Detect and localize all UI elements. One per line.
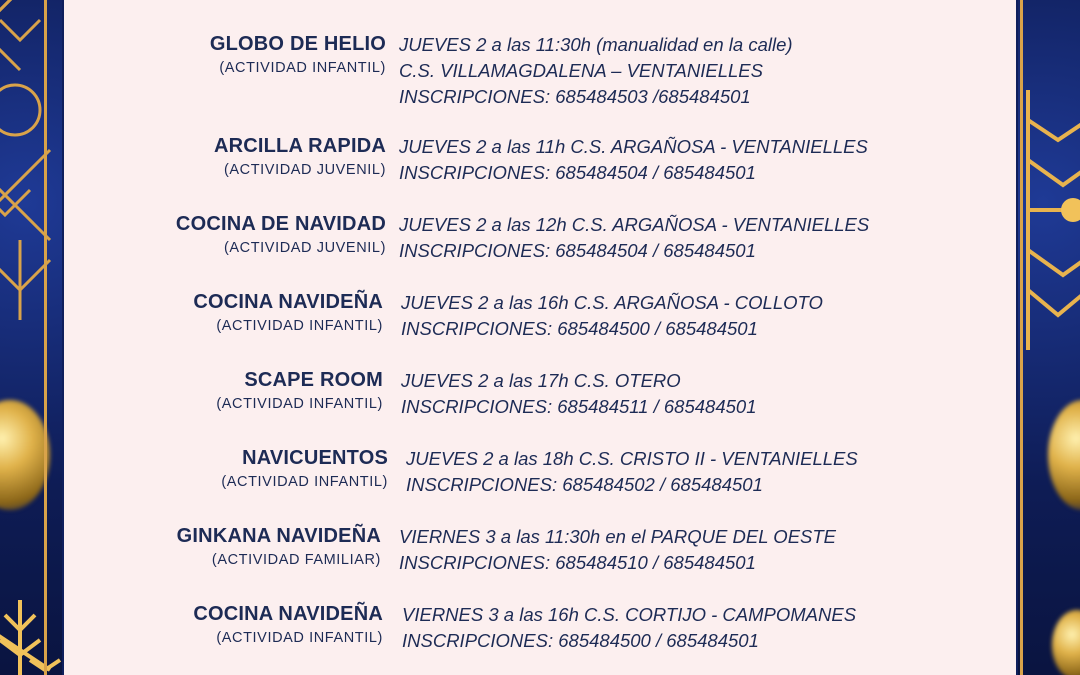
activity-date: VIERNES 3 a las 16h C.S. CORTIJO - CAMPOMANES <box>402 604 857 625</box>
activity-type: (ACTIVIDAD INFANTIL) <box>216 318 383 334</box>
activity-details <box>406 446 858 498</box>
activity-title <box>64 134 386 182</box>
left-decoration <box>0 0 62 675</box>
activity-date: JUEVES 2 a las 17h C.S. OTERO <box>401 370 681 391</box>
activity-details <box>401 368 757 420</box>
activity-date: JUEVES 2 a las 16h C.S. ARGAÑOSA - COLLOTO <box>401 292 823 313</box>
activity-title <box>64 446 388 494</box>
activity-name: ARCILLA RAPIDA <box>213 135 386 157</box>
activity-date: JUEVES 2 a las 11:30h (manualidad en la calle) <box>399 34 793 55</box>
activity-registration: INSCRIPCIONES: 685484504 / 685484501 <box>399 240 756 261</box>
activity-name: GLOBO DE HELIO <box>209 33 386 55</box>
activity-type: (ACTIVIDAD FAMILIAR) <box>211 552 381 568</box>
activity-date: VIERNES 3 a las 11:30h en el PARQUE DEL OESTE <box>399 526 837 547</box>
activity-title <box>64 602 383 650</box>
activity-details <box>399 524 836 576</box>
activity-type: (ACTIVIDAD JUVENIL) <box>223 240 386 256</box>
activity-date: JUEVES 2 a las 12h C.S. ARGAÑOSA - VENTANIELLES <box>399 214 870 235</box>
activity-title <box>64 524 381 572</box>
activity-name: COCINA NAVIDEÑA <box>193 603 383 625</box>
activity-date: JUEVES 2 a las 11h C.S. ARGAÑOSA - VENTANIELLES <box>399 136 868 157</box>
list-item <box>64 134 1016 204</box>
activity-location: C.S. VILLAMAGDALENA – VENTANIELLES <box>399 60 763 81</box>
activities-panel <box>64 0 1016 675</box>
gold-frame-line <box>1020 0 1023 675</box>
activity-registration: INSCRIPCIONES: 685484504 / 685484501 <box>399 162 756 183</box>
activity-type: (ACTIVIDAD INFANTIL) <box>221 474 388 490</box>
snowflake-icon <box>0 0 62 320</box>
activity-title <box>64 290 383 338</box>
activity-details <box>402 602 856 654</box>
ornament-ball <box>1052 610 1080 675</box>
ornament-ball <box>1048 400 1080 510</box>
activity-registration: INSCRIPCIONES: 685484500 / 685484501 <box>402 630 759 651</box>
activity-title <box>64 212 386 260</box>
activity-type: (ACTIVIDAD INFANTIL) <box>219 60 386 76</box>
activity-name: COCINA NAVIDEÑA <box>193 291 383 313</box>
right-decoration <box>1018 0 1080 675</box>
snowflake-icon <box>1018 90 1080 350</box>
activity-registration: INSCRIPCIONES: 685484511 / 685484501 <box>401 396 757 417</box>
list-item <box>64 32 1016 107</box>
activity-name: GINKANA NAVIDEÑA <box>176 525 381 547</box>
activity-title <box>64 32 386 80</box>
activity-name: COCINA DE NAVIDAD <box>175 213 386 235</box>
activity-details <box>399 134 868 186</box>
list-item <box>64 212 1016 282</box>
activity-details <box>399 32 793 110</box>
activity-name: SCAPE ROOM <box>244 369 383 391</box>
activity-title <box>64 368 383 416</box>
activity-type: (ACTIVIDAD INFANTIL) <box>216 630 383 646</box>
activity-registration: INSCRIPCIONES: 685484503 /685484501 <box>399 86 751 107</box>
list-item <box>64 368 1016 438</box>
activity-date: JUEVES 2 a las 18h C.S. CRISTO II - VENTANIELLES <box>406 448 858 469</box>
list-item <box>64 446 1016 516</box>
activity-type: (ACTIVIDAD JUVENIL) <box>223 162 386 178</box>
list-item <box>64 602 1016 672</box>
list-item <box>64 290 1016 360</box>
activity-type: (ACTIVIDAD INFANTIL) <box>216 396 383 412</box>
activity-registration: INSCRIPCIONES: 685484510 / 685484501 <box>399 552 756 573</box>
activity-registration: INSCRIPCIONES: 685484500 / 685484501 <box>401 318 758 339</box>
ornament-ball <box>0 400 50 510</box>
snowflake-icon <box>0 590 62 675</box>
list-item <box>64 524 1016 594</box>
gold-frame-line <box>44 0 47 675</box>
activity-details <box>401 290 823 342</box>
activity-name: NAVICUENTOS <box>242 447 388 469</box>
activity-details <box>399 212 869 264</box>
activity-registration: INSCRIPCIONES: 685484502 / 685484501 <box>406 474 763 495</box>
